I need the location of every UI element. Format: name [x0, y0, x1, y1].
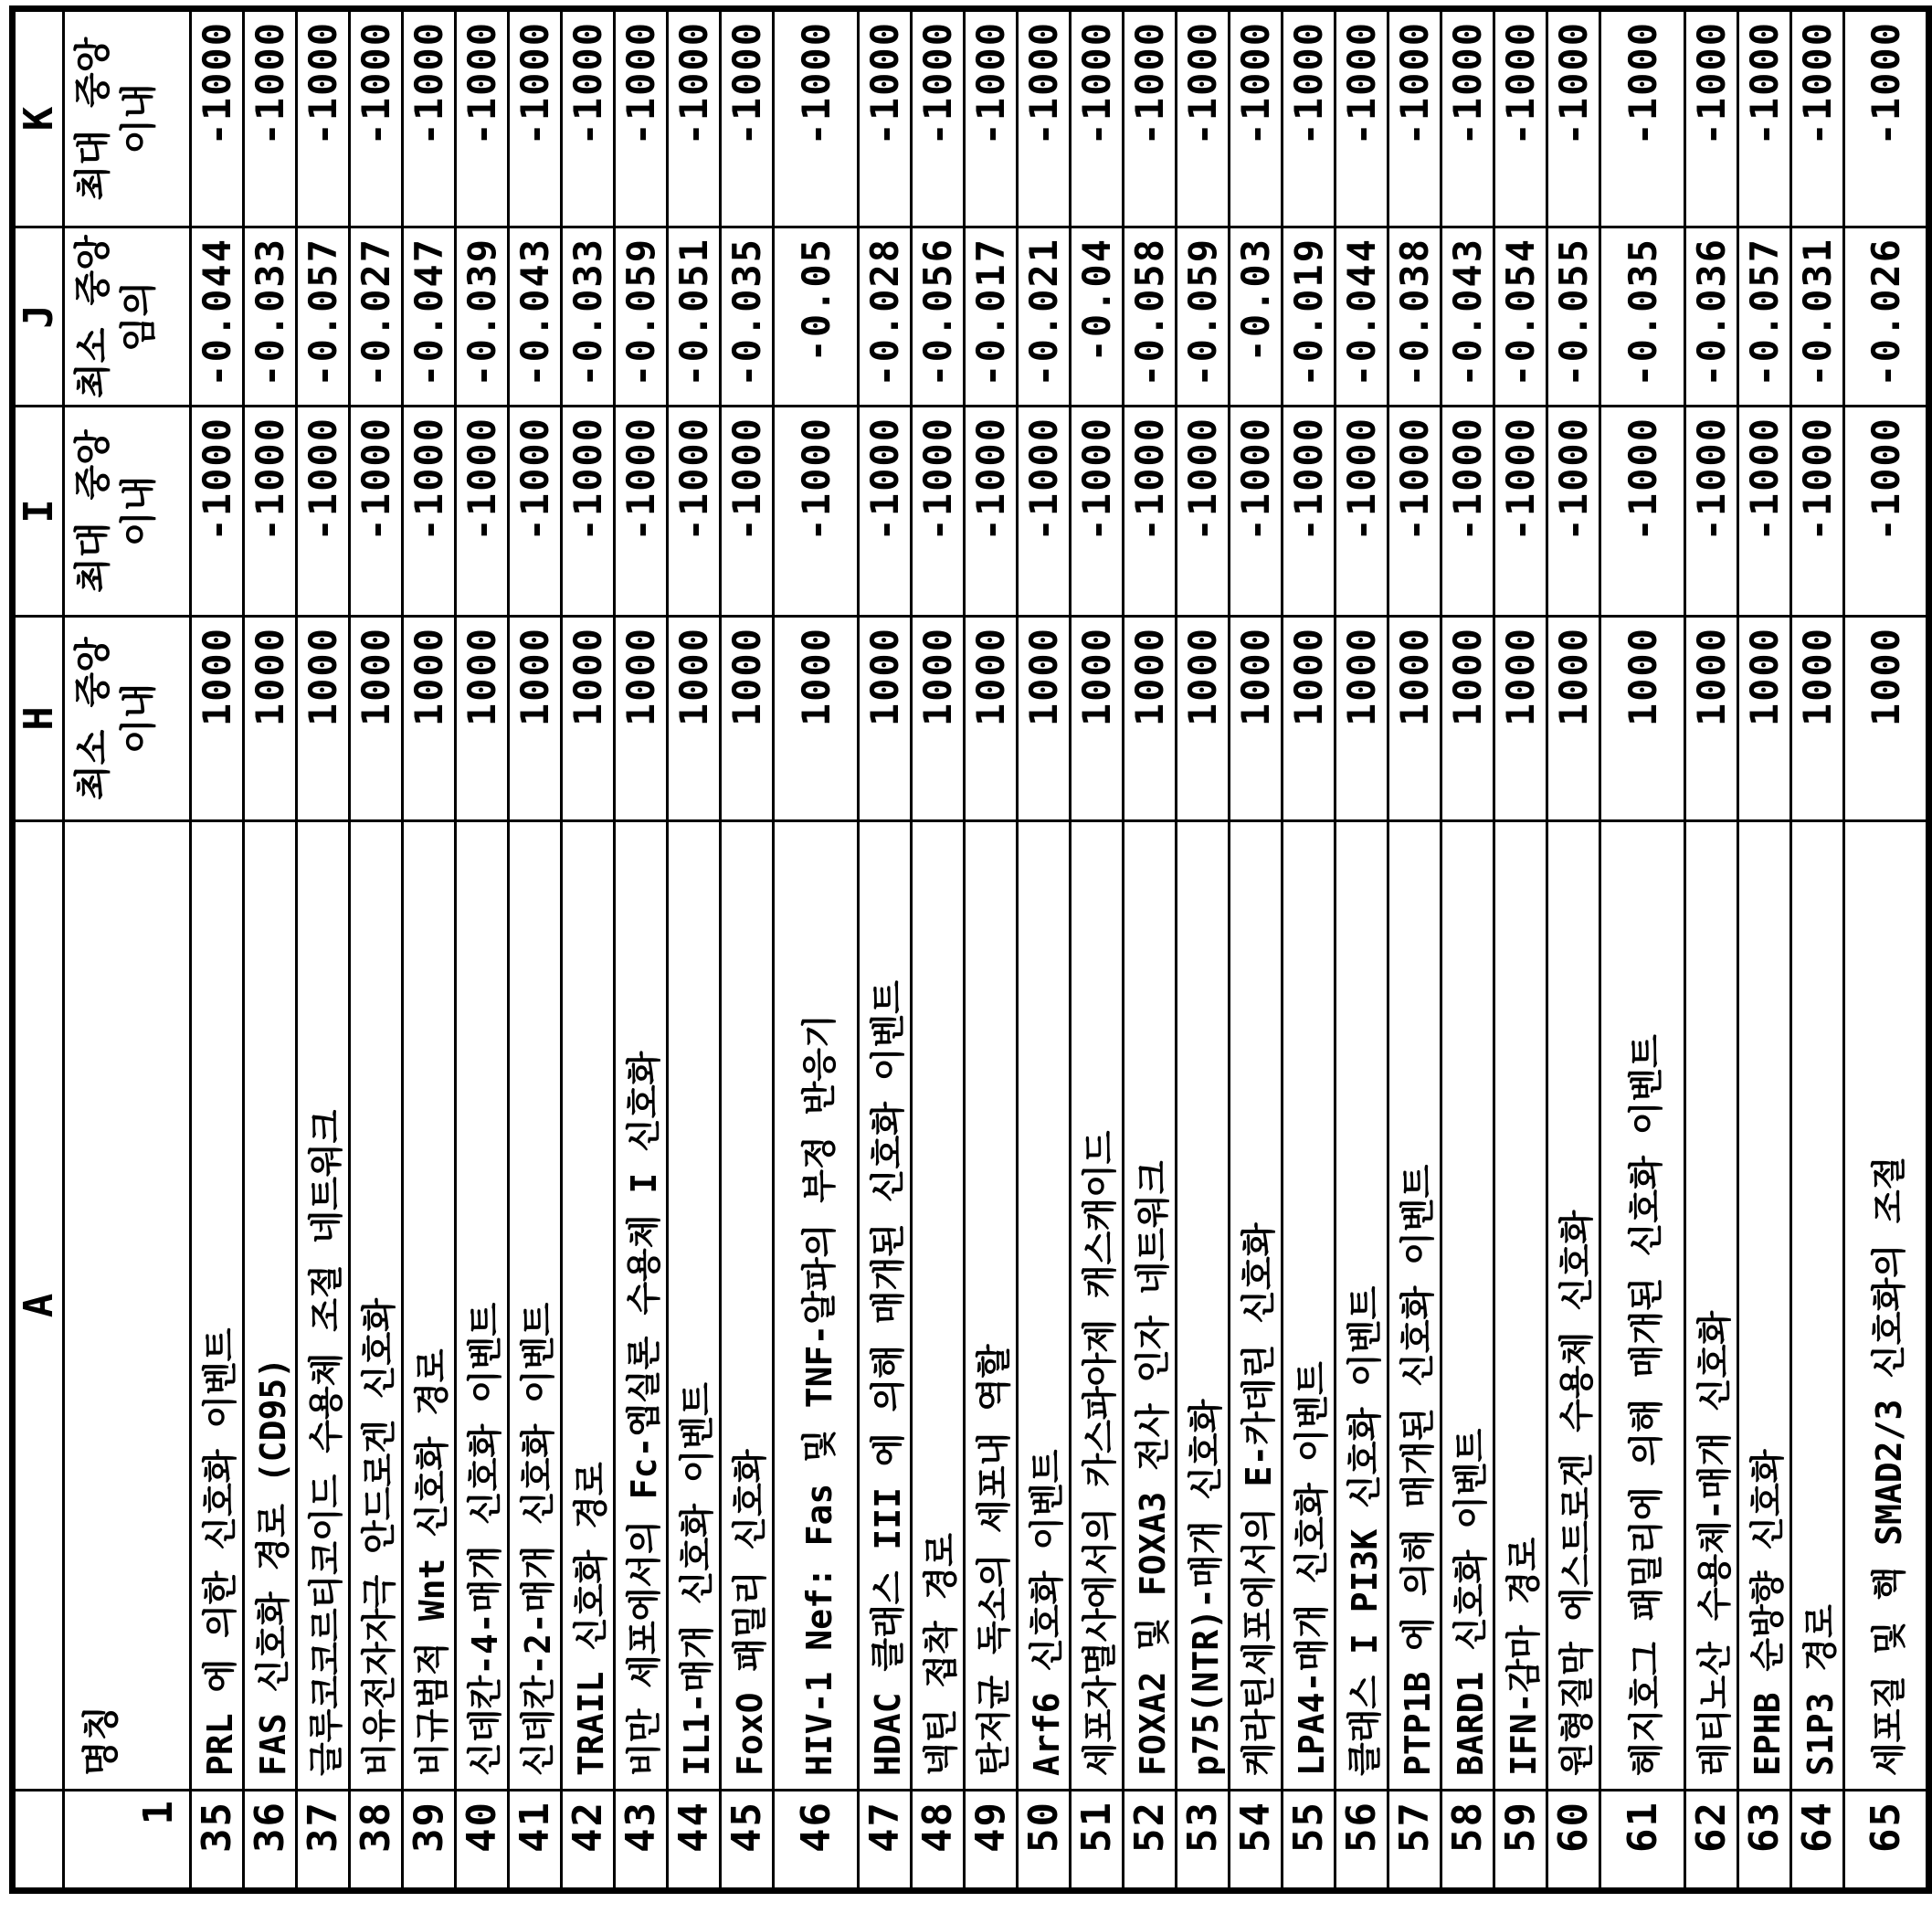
value-h-cell: 1000 — [1388, 617, 1441, 821]
value-j-cell: -0.036 — [1685, 227, 1738, 407]
value-i-cell: -1000 — [1844, 407, 1929, 617]
row-number-cell: 35 — [191, 1791, 244, 1891]
value-i-cell: -1000 — [721, 407, 774, 617]
column-letter-H: H — [13, 617, 64, 821]
value-j-cell: -0.055 — [1547, 227, 1600, 407]
value-i-cell: -1000 — [456, 407, 509, 617]
value-j-cell: -0.03 — [1230, 227, 1283, 407]
row-number-cell: 60 — [1547, 1791, 1600, 1891]
table-row — [859, 9, 912, 1891]
value-h-cell: 1000 — [774, 617, 859, 821]
pathway-name-cell: 세포자멸사에서의 카스파아제 캐스캐이드 — [1071, 821, 1124, 1791]
pathway-name-cell: FoxO 패밀리 신호화 — [721, 821, 774, 1791]
pathway-name-cell: 비규범적 Wnt 신호화 경로 — [403, 821, 456, 1791]
table-row — [509, 9, 562, 1891]
row-number-cell: 62 — [1685, 1791, 1738, 1891]
row-number-cell: 58 — [1441, 1791, 1494, 1891]
table-row — [1441, 9, 1494, 1891]
value-i-cell: -1000 — [1547, 407, 1600, 617]
value-k-cell: -1000 — [1791, 9, 1844, 227]
row-number-cell: 44 — [668, 1791, 721, 1891]
corner-cell — [13, 1791, 64, 1891]
value-h-cell: 1000 — [615, 617, 668, 821]
row-number-cell: 37 — [297, 1791, 350, 1891]
value-j-cell: -0.019 — [1283, 227, 1336, 407]
pathway-name-cell: 원형질막 에스트로겐 수용체 신호화 — [1547, 821, 1600, 1791]
value-k-cell: -1000 — [1441, 9, 1494, 227]
column-letter-J: J — [13, 227, 64, 407]
value-k-cell: -1000 — [1738, 9, 1791, 227]
value-k-cell: -1000 — [403, 9, 456, 227]
value-k-cell: -1000 — [615, 9, 668, 227]
value-j-cell: -0.035 — [721, 227, 774, 407]
header-row — [64, 9, 191, 1891]
value-j-cell: -0.051 — [668, 227, 721, 407]
pathway-name-cell: p75(NTR)-매개 신호화 — [1177, 821, 1230, 1791]
value-i-cell: -1000 — [1124, 407, 1177, 617]
value-h-cell: 1000 — [1547, 617, 1600, 821]
row-number-cell: 49 — [965, 1791, 1018, 1891]
name-column-header: 명칭 — [64, 821, 191, 1791]
value-j-cell: -0.021 — [1018, 227, 1071, 407]
pathway-name-cell: HDAC 클래스 III 에 의해 매개된 신호화 이벤트 — [859, 821, 912, 1791]
header-k-line2: 이내 — [118, 83, 160, 154]
value-i-cell: -1000 — [859, 407, 912, 617]
value-k-cell: -1000 — [244, 9, 297, 227]
pathway-name-cell: EPHB 순방향 신호화 — [1738, 821, 1791, 1791]
value-i-cell: -1000 — [297, 407, 350, 617]
value-k-cell: -1000 — [1124, 9, 1177, 227]
value-h-cell: 1000 — [1791, 617, 1844, 821]
value-j-cell: -0.027 — [350, 227, 403, 407]
value-k-cell: -1000 — [1283, 9, 1336, 227]
value-j-cell: -0.028 — [859, 227, 912, 407]
spreadsheet-table — [9, 5, 1932, 1894]
pathway-name-cell: 비유전자자극 안드로겐 신호화 — [350, 821, 403, 1791]
row-number-cell: 46 — [774, 1791, 859, 1891]
value-k-cell: -1000 — [1230, 9, 1283, 227]
value-h-cell: 1000 — [721, 617, 774, 821]
value-i-cell: -1000 — [912, 407, 965, 617]
table-row — [615, 9, 668, 1891]
value-j-cell: -0.035 — [1600, 227, 1685, 407]
value-i-cell: -1000 — [191, 407, 244, 617]
header-h-line2: 이내 — [118, 682, 160, 755]
value-i-cell: -1000 — [1494, 407, 1547, 617]
value-i-cell: -1000 — [1441, 407, 1494, 617]
table-row — [1177, 9, 1230, 1891]
table-row — [1791, 9, 1844, 1891]
row-number-cell: 56 — [1336, 1791, 1388, 1891]
pathway-name-cell: 케라틴세포에서의 E-카데린 신호화 — [1230, 821, 1283, 1791]
table-row — [456, 9, 509, 1891]
value-j-cell: -0.017 — [965, 227, 1018, 407]
value-h-cell: 1000 — [1685, 617, 1738, 821]
table-row — [562, 9, 615, 1891]
value-i-cell: -1000 — [1336, 407, 1388, 617]
value-j-cell: -0.059 — [615, 227, 668, 407]
value-h-cell: 1000 — [244, 617, 297, 821]
row-number-cell: 64 — [1791, 1791, 1844, 1891]
value-j-cell: -0.026 — [1844, 227, 1929, 407]
pathway-name-cell: TRAIL 신호화 경로 — [562, 821, 615, 1791]
table-row — [191, 9, 244, 1891]
value-h-cell: 1000 — [859, 617, 912, 821]
value-k-cell: -1000 — [1177, 9, 1230, 227]
value-i-cell: -1000 — [1230, 407, 1283, 617]
value-i-cell: -1000 — [1018, 407, 1071, 617]
table-row — [965, 9, 1018, 1891]
row-number-cell: 48 — [912, 1791, 965, 1891]
value-k-cell: -1000 — [912, 9, 965, 227]
value-i-cell: -1000 — [1738, 407, 1791, 617]
value-k-cell: -1000 — [774, 9, 859, 227]
row-number-cell: 53 — [1177, 1791, 1230, 1891]
row-number-cell: 65 — [1844, 1791, 1929, 1891]
value-h-cell: 1000 — [350, 617, 403, 821]
table-row — [1388, 9, 1441, 1891]
table-row — [1124, 9, 1177, 1891]
table-row — [244, 9, 297, 1891]
value-i-cell: -1000 — [1283, 407, 1336, 617]
header-i-line2: 이내 — [118, 475, 160, 547]
value-h-cell: 1000 — [912, 617, 965, 821]
value-j-cell: -0.044 — [1336, 227, 1388, 407]
header-k — [64, 9, 191, 227]
value-h-cell: 1000 — [1283, 617, 1336, 821]
pathway-name-cell: Arf6 신호화 이벤트 — [1018, 821, 1071, 1791]
value-h-cell: 1000 — [191, 617, 244, 821]
value-i-cell: -1000 — [244, 407, 297, 617]
pathway-name-cell: 글루코코르티코이드 수용체 조절 네트워크 — [297, 821, 350, 1791]
value-i-cell: -1000 — [509, 407, 562, 617]
row-number-cell: 57 — [1388, 1791, 1441, 1891]
pathway-name-cell: 신데칸-2-매개 신호화 이벤트 — [509, 821, 562, 1791]
value-k-cell: -1000 — [562, 9, 615, 227]
table-row — [721, 9, 774, 1891]
value-h-cell: 1000 — [668, 617, 721, 821]
value-k-cell: -1000 — [456, 9, 509, 227]
row-number-cell: 52 — [1124, 1791, 1177, 1891]
header-j-line2: 임의 — [118, 280, 160, 353]
table-row — [1600, 9, 1685, 1891]
header-i-line1: 최대 중앙 — [72, 429, 114, 593]
value-j-cell: -0.039 — [456, 227, 509, 407]
value-k-cell: -1000 — [1018, 9, 1071, 227]
row-number-cell: 50 — [1018, 1791, 1071, 1891]
value-j-cell: -0.054 — [1494, 227, 1547, 407]
column-letters-row — [13, 9, 64, 1891]
table-row — [668, 9, 721, 1891]
value-h-cell: 1000 — [1441, 617, 1494, 821]
table-row — [403, 9, 456, 1891]
row-number-cell: 55 — [1283, 1791, 1336, 1891]
header-row-number: 1 — [64, 1791, 191, 1891]
value-k-cell: -1000 — [721, 9, 774, 227]
pathway-name-cell: PTP1B 에 의해 매개된 신호화 이벤트 — [1388, 821, 1441, 1791]
row-number-cell: 43 — [615, 1791, 668, 1891]
value-h-cell: 1000 — [1600, 617, 1685, 821]
pathway-name-cell: BARD1 신호화 이벤트 — [1441, 821, 1494, 1791]
value-i-cell: -1000 — [965, 407, 1018, 617]
table-row — [912, 9, 965, 1891]
value-h-cell: 1000 — [1018, 617, 1071, 821]
value-h-cell: 1000 — [1336, 617, 1388, 821]
value-j-cell: -0.043 — [509, 227, 562, 407]
header-j — [64, 227, 191, 407]
value-i-cell: -1000 — [774, 407, 859, 617]
value-i-cell: -1000 — [1177, 407, 1230, 617]
header-i — [64, 407, 191, 617]
value-i-cell: -1000 — [1071, 407, 1124, 617]
value-h-cell: 1000 — [456, 617, 509, 821]
table-row — [297, 9, 350, 1891]
pathway-name-cell: 헤지호그 패밀리에 의해 매개된 신호화 이벤트 — [1600, 821, 1685, 1791]
value-i-cell: -1000 — [562, 407, 615, 617]
value-k-cell: -1000 — [668, 9, 721, 227]
value-k-cell: -1000 — [1388, 9, 1441, 227]
row-number-cell: 54 — [1230, 1791, 1283, 1891]
value-j-cell: -0.033 — [562, 227, 615, 407]
value-h-cell: 1000 — [562, 617, 615, 821]
value-i-cell: -1000 — [1791, 407, 1844, 617]
value-j-cell: -0.057 — [1738, 227, 1791, 407]
value-k-cell: -1000 — [1685, 9, 1738, 227]
row-number-cell: 63 — [1738, 1791, 1791, 1891]
value-h-cell: 1000 — [1230, 617, 1283, 821]
value-j-cell: -0.057 — [297, 227, 350, 407]
value-i-cell: -1000 — [1388, 407, 1441, 617]
value-j-cell: -0.056 — [912, 227, 965, 407]
value-h-cell: 1000 — [1177, 617, 1230, 821]
value-j-cell: -0.031 — [1791, 227, 1844, 407]
value-j-cell: -0.059 — [1177, 227, 1230, 407]
value-j-cell: -0.047 — [403, 227, 456, 407]
value-k-cell: -1000 — [1547, 9, 1600, 227]
row-number-cell: 47 — [859, 1791, 912, 1891]
header-h-line1: 최소 중앙 — [72, 637, 114, 800]
table-row — [774, 9, 859, 1891]
pathway-name-cell: IL1-매개 신호화 이벤트 — [668, 821, 721, 1791]
table-row — [1018, 9, 1071, 1891]
value-h-cell: 1000 — [1494, 617, 1547, 821]
pathway-name-cell: HIV-1 Nef: Fas 및 TNF-알파의 부정 반응기 — [774, 821, 859, 1791]
row-number-cell: 39 — [403, 1791, 456, 1891]
row-number-cell: 40 — [456, 1791, 509, 1891]
pathway-name-cell: IFN-감마 경로 — [1494, 821, 1547, 1791]
value-k-cell: -1000 — [191, 9, 244, 227]
pathway-name-cell: 넥틴 접착 경로 — [912, 821, 965, 1791]
table-row — [350, 9, 403, 1891]
pathway-name-cell: 탄저균 독소의 세포내 역할 — [965, 821, 1018, 1791]
table-row — [1547, 9, 1600, 1891]
value-i-cell: -1000 — [403, 407, 456, 617]
pathway-name-cell: FOXA2 및 FOXA3 전사 인자 네트워크 — [1124, 821, 1177, 1791]
value-k-cell: -1000 — [1071, 9, 1124, 227]
table-row — [1283, 9, 1336, 1891]
value-k-cell: -1000 — [1494, 9, 1547, 227]
pathway-name-cell: 세포질 및 핵 SMAD2/3 신호화의 조절 — [1844, 821, 1929, 1791]
value-h-cell: 1000 — [509, 617, 562, 821]
sheet-body — [13, 9, 1929, 1891]
value-j-cell: -0.04 — [1071, 227, 1124, 407]
value-k-cell: -1000 — [1844, 9, 1929, 227]
pathway-name-cell: 클래스 I PI3K 신호화 이벤트 — [1336, 821, 1388, 1791]
value-i-cell: -1000 — [350, 407, 403, 617]
row-number-cell: 61 — [1600, 1791, 1685, 1891]
value-k-cell: -1000 — [859, 9, 912, 227]
row-number-cell: 42 — [562, 1791, 615, 1891]
value-h-cell: 1000 — [965, 617, 1018, 821]
table-row — [1494, 9, 1547, 1891]
row-number-cell: 45 — [721, 1791, 774, 1891]
pathway-name-cell: 레티노산 수용체-매개 신호화 — [1685, 821, 1738, 1791]
column-letter-I: I — [13, 407, 64, 617]
value-h-cell: 1000 — [403, 617, 456, 821]
table-row — [1230, 9, 1283, 1891]
value-k-cell: -1000 — [509, 9, 562, 227]
value-j-cell: -0.043 — [1441, 227, 1494, 407]
column-letter-K: K — [13, 9, 64, 227]
header-k-line1: 최대 중앙 — [72, 37, 114, 201]
value-k-cell: -1000 — [1600, 9, 1685, 227]
value-j-cell: -0.05 — [774, 227, 859, 407]
table-row — [1336, 9, 1388, 1891]
pathway-name-cell: LPA4-매개 신호화 이벤트 — [1283, 821, 1336, 1791]
header-j-line1: 최소 중앙 — [72, 235, 114, 398]
header-h — [64, 617, 191, 821]
value-j-cell: -0.033 — [244, 227, 297, 407]
table-row — [1738, 9, 1791, 1891]
value-h-cell: 1000 — [1071, 617, 1124, 821]
value-i-cell: -1000 — [668, 407, 721, 617]
value-k-cell: -1000 — [1336, 9, 1388, 227]
table-row — [1844, 9, 1929, 1891]
pathway-name-cell: FAS 신호화 경로 (CD95) — [244, 821, 297, 1791]
value-i-cell: -1000 — [1600, 407, 1685, 617]
pathway-name-cell: S1P3 경로 — [1791, 821, 1844, 1791]
pathway-name-cell: 비만 세포에서의 Fc-엡실론 수용체 I 신호화 — [615, 821, 668, 1791]
row-number-cell: 51 — [1071, 1791, 1124, 1891]
value-h-cell: 1000 — [297, 617, 350, 821]
table-row — [1685, 9, 1738, 1891]
value-j-cell: -0.038 — [1388, 227, 1441, 407]
value-j-cell: -0.044 — [191, 227, 244, 407]
row-number-cell: 38 — [350, 1791, 403, 1891]
value-h-cell: 1000 — [1738, 617, 1791, 821]
value-h-cell: 1000 — [1844, 617, 1929, 821]
value-k-cell: -1000 — [350, 9, 403, 227]
pathway-name-cell: 신데칸-4-매개 신호화 이벤트 — [456, 821, 509, 1791]
value-i-cell: -1000 — [1685, 407, 1738, 617]
value-i-cell: -1000 — [615, 407, 668, 617]
value-k-cell: -1000 — [297, 9, 350, 227]
value-k-cell: -1000 — [965, 9, 1018, 227]
value-j-cell: -0.058 — [1124, 227, 1177, 407]
row-number-cell: 59 — [1494, 1791, 1547, 1891]
pathway-name-cell: PRL 에 의한 신호화 이벤트 — [191, 821, 244, 1791]
table-row — [1071, 9, 1124, 1891]
row-number-cell: 36 — [244, 1791, 297, 1891]
column-letter-A: A — [13, 821, 64, 1791]
row-number-cell: 41 — [509, 1791, 562, 1891]
value-h-cell: 1000 — [1124, 617, 1177, 821]
